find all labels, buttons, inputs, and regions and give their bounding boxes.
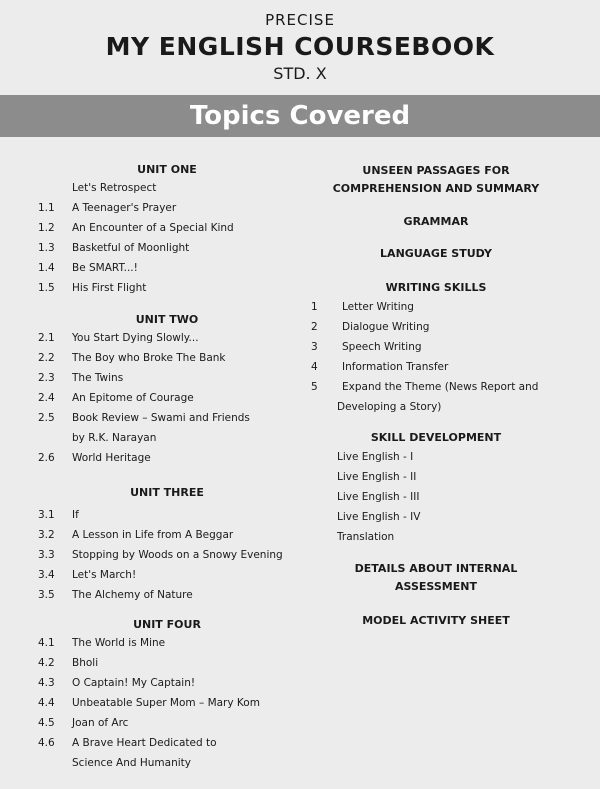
list-item: 3.5 The Alchemy of Nature	[38, 589, 193, 601]
topics-banner: Topics Covered	[0, 95, 600, 137]
language-study-heading: LANGUAGE STUDY	[380, 247, 492, 260]
unit-one-heading: UNIT ONE	[137, 163, 197, 176]
internal-assessment-heading: DETAILS ABOUT INTERNAL ASSESSMENT	[354, 562, 518, 593]
grammar-heading: GRAMMAR	[403, 215, 469, 228]
list-item: Translation	[337, 531, 395, 543]
list-item-continued: Science And Humanity	[72, 757, 191, 769]
list-item: 2.1 You Start Dying Slowly...	[38, 332, 199, 344]
list-item: 2.2 The Boy who Broke The Bank	[38, 352, 226, 364]
page-header	[0, 10, 600, 84]
unit-two-heading: UNIT TWO	[135, 313, 199, 326]
list-item: 1.5 His First Flight	[38, 282, 147, 294]
list-item: 4.1 The World is Mine	[38, 637, 166, 649]
list-item: 1.4 Be SMART...!	[38, 262, 138, 274]
list-item-continued: Developing a Story)	[337, 401, 442, 413]
list-item: 1.1 A Teenager's Prayer	[38, 202, 177, 214]
list-item: 4 Information Transfer	[311, 361, 449, 373]
units-column	[38, 162, 296, 773]
list-item: 2.4 An Epitome of Courage	[38, 392, 194, 404]
list-item: 3.1 If	[38, 509, 79, 521]
unit-three-heading: UNIT THREE	[130, 486, 204, 499]
list-item: 4.3 O Captain! My Captain!	[38, 677, 196, 689]
list-item: Live English - IV	[337, 511, 421, 523]
list-item: 3.3 Stopping by Woods on a Snowy Evening	[38, 549, 283, 561]
model-activity-heading: MODEL ACTIVITY SHEET	[362, 614, 510, 627]
list-item: Let's Retrospect	[72, 182, 157, 194]
writing-skills-heading: WRITING SKILLS	[385, 281, 487, 294]
list-item: 3 Speech Writing	[311, 341, 422, 353]
list-item: 1.2 An Encounter of a Special Kind	[38, 222, 234, 234]
list-item: Live English - II	[337, 471, 417, 483]
list-item: 4.4 Unbeatable Super Mom – Mary Kom	[38, 697, 260, 709]
list-item-continued: by R.K. Narayan	[72, 432, 157, 444]
sections-column	[306, 162, 566, 630]
list-item: Live English - III	[337, 491, 420, 503]
unseen-passages-heading: UNSEEN PASSAGES FOR COMPREHENSION AND SUMMARY	[332, 164, 540, 195]
list-item: 2.5 Book Review – Swami and Friends	[38, 412, 250, 424]
list-item: 4.2 Bholi	[38, 657, 99, 669]
list-item: Live English - I	[337, 451, 414, 463]
list-item: 3.2 A Lesson in Life from A Beggar	[38, 529, 234, 541]
list-item: 4.6 A Brave Heart Dedicated to	[38, 737, 217, 749]
list-item: 2.6 World Heritage	[38, 452, 151, 464]
list-item: 5 Expand the Theme (News Report and	[311, 381, 539, 393]
book-title: MY ENGLISH COURSEBOOK	[105, 32, 495, 61]
standard-label: STD. X	[273, 64, 327, 83]
list-item: 2 Dialogue Writing	[311, 321, 430, 333]
skill-development-heading: SKILL DEVELOPMENT	[370, 431, 502, 444]
list-item: 2.3 The Twins	[38, 372, 124, 384]
list-item: 3.4 Let's March!	[38, 569, 137, 581]
list-item: 4.5 Joan of Arc	[38, 717, 129, 729]
list-item: 1 Letter Writing	[311, 301, 414, 313]
series-label: PRECISE	[265, 11, 335, 29]
unit-four-heading: UNIT FOUR	[133, 618, 201, 631]
list-item: 1.3 Basketful of Moonlight	[38, 242, 190, 254]
